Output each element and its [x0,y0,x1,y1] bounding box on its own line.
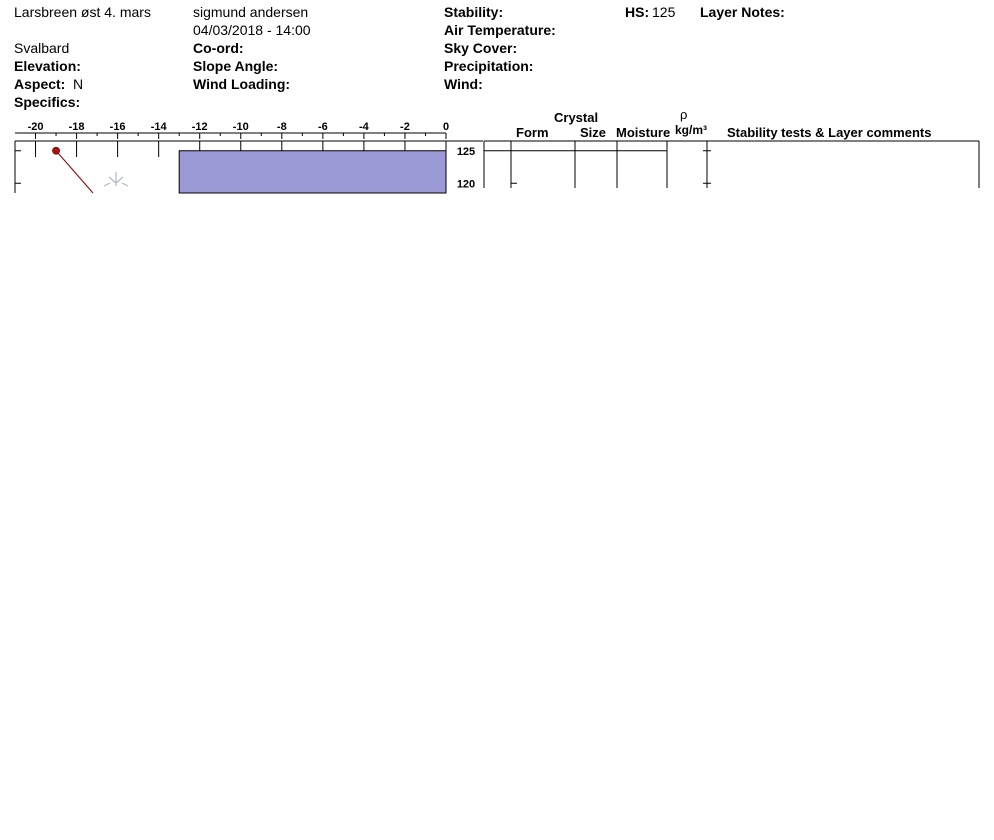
specifics-label: Specifics: [14,94,81,110]
temperature-data-point [53,147,60,154]
aspect-value: N [73,76,84,92]
density-symbol: ρ [680,107,688,122]
temperature-tick-label: -12 [191,121,208,133]
temperature-tick-label: -14 [150,121,167,133]
crystal-glyph-icon [104,172,128,186]
observation-datetime: 04/03/2018 - 14:00 [193,22,311,38]
sky-cover-label: Sky Cover: [444,40,518,56]
slope-angle-label: Slope Angle: [193,58,279,74]
crystal-header: Crystal [554,110,599,125]
layer-notes-label: Layer Notes: [700,4,785,20]
coord-label: Co-ord: [193,40,244,56]
temperature-tick-label: 0 [442,121,450,133]
wind-label: Wind: [444,76,483,92]
form-header: Form [516,125,549,140]
density-unit-header: kg/m³ [675,123,708,137]
hs-value: 125 [652,4,676,20]
aspect-label: Aspect: [14,76,66,92]
height-tick-label: 125 [456,145,476,158]
moisture-header: Moisture [616,125,671,140]
temperature-tick-label: -18 [68,121,85,133]
location-name: Larsbreen øst 4. mars [14,4,151,20]
temperature-tick-label: -6 [317,121,328,133]
wind-loading-label: Wind Loading: [193,76,291,92]
temperature-tick-label: -10 [232,121,249,133]
observer-name: sigmund andersen [193,4,309,20]
height-tick-label: 120 [456,178,476,191]
temperature-tick-label: -16 [109,121,126,133]
temperature-profile-line [56,151,93,193]
temperature-tick-label: -20 [27,121,44,133]
elevation-label: Elevation: [14,58,81,74]
temperature-tick-label: -4 [359,121,369,133]
hardness-layer-bar [179,151,446,193]
stability-comments-header: Stability tests & Layer comments [727,125,932,140]
precipitation-label: Precipitation: [444,58,534,74]
size-header: Size [580,125,607,140]
region-name: Svalbard [14,40,70,56]
temperature-tick-label: -8 [276,121,287,133]
stability-label: Stability: [444,4,504,20]
temperature-tick-label: -2 [400,121,410,133]
air-temperature-label: Air Temperature: [444,22,556,38]
hs-label: HS: [625,4,650,20]
